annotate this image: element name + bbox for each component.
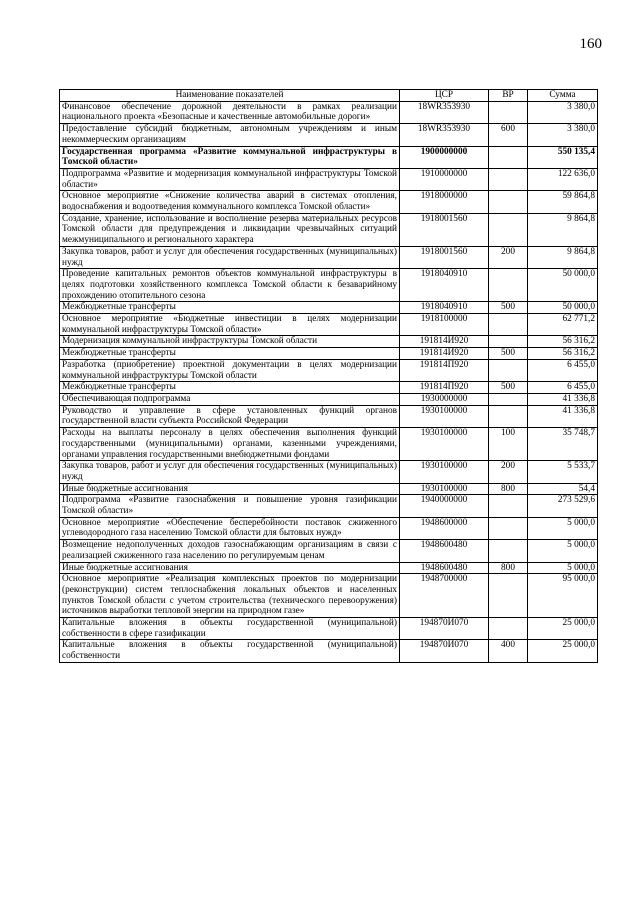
cell-sum: 25 000,0 bbox=[528, 618, 598, 640]
table-row bbox=[60, 574, 598, 618]
cell-sum: 50 000,0 bbox=[528, 269, 598, 302]
cell-sum: 3 380,0 bbox=[528, 124, 598, 146]
cell-name: Подпрограмма «Развитие и модернизация коммунальной инфраструктуры Томской области» bbox=[60, 168, 400, 190]
cell-name: Подпрограмма «Развитие газоснабжения и повышение уровня газификации Томской области» bbox=[60, 495, 400, 517]
cell-csr: 1940000000 bbox=[400, 495, 489, 517]
cell-vr bbox=[489, 269, 528, 302]
cell-name: Закупка товаров, работ и услуг для обеспечения государственных (муниципальных) нужд bbox=[60, 246, 400, 268]
table-row bbox=[60, 101, 598, 123]
cell-vr bbox=[489, 540, 528, 562]
cell-csr: 1930100000 bbox=[400, 483, 489, 495]
header-vr: ВР bbox=[489, 90, 528, 102]
table-row bbox=[60, 146, 598, 168]
cell-name: Капитальные вложения в объекты государственной (муниципальной) собственности bbox=[60, 640, 400, 662]
cell-vr bbox=[489, 213, 528, 246]
cell-vr bbox=[489, 146, 528, 168]
cell-vr bbox=[489, 574, 528, 618]
table-row bbox=[60, 168, 598, 190]
cell-csr: 1918001560 bbox=[400, 246, 489, 268]
cell-name: Создание, хранение, использование и восполнение резерва материальных ресурсов Томской области для предупреждения и ликвидации чрезвычайных ситуаций межмуниципального и регионального характера bbox=[60, 213, 400, 246]
cell-sum: 5 000,0 bbox=[528, 540, 598, 562]
table-row bbox=[60, 124, 598, 146]
cell-name: Основное мероприятие «Реализация комплексных проектов по модернизации (реконструкции) систем теплоснабжения локальных объектов и населенных пунктов Томской области с учетом строительства (технического перевооружения) источников выработки тепловой энергии на природном газе» bbox=[60, 574, 400, 618]
table-row bbox=[60, 517, 598, 539]
cell-vr bbox=[489, 405, 528, 427]
cell-name: Предоставление субсидий бюджетным, автономным учреждениям и иным некоммерческим организациям bbox=[60, 124, 400, 146]
table-row bbox=[60, 359, 598, 381]
cell-sum: 9 864,8 bbox=[528, 213, 598, 246]
table-row bbox=[60, 428, 598, 461]
cell-vr: 500 bbox=[489, 382, 528, 394]
cell-csr: 191814И920 bbox=[400, 348, 489, 360]
header-csr: ЦСР bbox=[400, 90, 489, 102]
cell-csr: 1900000000 bbox=[400, 146, 489, 168]
cell-name: Разработка (приобретение) проектной документации в целях модернизации коммунальной инфраструктуры Томской области bbox=[60, 359, 400, 381]
table-row bbox=[60, 336, 598, 348]
budget-table bbox=[59, 89, 598, 663]
cell-sum: 62 771,2 bbox=[528, 314, 598, 336]
cell-vr: 500 bbox=[489, 302, 528, 314]
cell-name: Капитальные вложения в объекты государственной (муниципальной) собственности в сфере газификации bbox=[60, 618, 400, 640]
cell-csr: 1918040910 bbox=[400, 269, 489, 302]
cell-name: Государственная программа «Развитие коммунальной инфраструктуры в Томской области» bbox=[60, 146, 400, 168]
cell-csr: 1948600480 bbox=[400, 562, 489, 574]
cell-name: Закупка товаров, работ и услуг для обеспечения государственных (муниципальных) нужд bbox=[60, 461, 400, 483]
table-row bbox=[60, 618, 598, 640]
cell-vr: 600 bbox=[489, 124, 528, 146]
cell-name: Межбюджетные трансферты bbox=[60, 302, 400, 314]
cell-vr bbox=[489, 168, 528, 190]
table-row bbox=[60, 348, 598, 360]
table-row bbox=[60, 540, 598, 562]
cell-name: Иные бюджетные ассигнования bbox=[60, 483, 400, 495]
table-row bbox=[60, 302, 598, 314]
table-row bbox=[60, 314, 598, 336]
cell-sum: 35 748,7 bbox=[528, 428, 598, 461]
cell-vr: 500 bbox=[489, 348, 528, 360]
cell-sum: 56 316,2 bbox=[528, 348, 598, 360]
cell-sum: 6 455,0 bbox=[528, 382, 598, 394]
cell-vr bbox=[489, 359, 528, 381]
cell-csr: 1918100000 bbox=[400, 314, 489, 336]
cell-csr: 1930000000 bbox=[400, 393, 489, 405]
cell-csr: 1948600000 bbox=[400, 517, 489, 539]
cell-csr: 1918000000 bbox=[400, 191, 489, 213]
cell-sum: 550 135,4 bbox=[528, 146, 598, 168]
cell-sum: 41 336,8 bbox=[528, 393, 598, 405]
table-row bbox=[60, 640, 598, 662]
cell-csr: 18WR353930 bbox=[400, 101, 489, 123]
cell-vr: 200 bbox=[489, 461, 528, 483]
cell-vr bbox=[489, 314, 528, 336]
cell-vr: 400 bbox=[489, 640, 528, 662]
cell-name: Модернизация коммунальной инфраструктуры Томской области bbox=[60, 336, 400, 348]
cell-csr: 1948700000 bbox=[400, 574, 489, 618]
cell-vr: 800 bbox=[489, 562, 528, 574]
cell-sum: 5 000,0 bbox=[528, 517, 598, 539]
cell-vr bbox=[489, 618, 528, 640]
table-row bbox=[60, 246, 598, 268]
cell-vr: 800 bbox=[489, 483, 528, 495]
cell-sum: 41 336,8 bbox=[528, 405, 598, 427]
cell-vr: 100 bbox=[489, 428, 528, 461]
cell-sum: 9 864,8 bbox=[528, 246, 598, 268]
cell-name: Проведение капитальных ремонтов объектов коммунальной инфраструктуры в целях подготовки хозяйственного комплекса Томской области к безаварийному прохождению отопительного сезона bbox=[60, 269, 400, 302]
cell-csr: 191814П920 bbox=[400, 359, 489, 381]
cell-sum: 122 636,0 bbox=[528, 168, 598, 190]
header-name: Наименование показателей bbox=[60, 90, 400, 102]
table-row bbox=[60, 269, 598, 302]
cell-name: Возмещение недополученных доходов газоснабжающим организациям в связи с реализацией сжиженного газа населению по регулируемым ценам bbox=[60, 540, 400, 562]
cell-csr: 1948600480 bbox=[400, 540, 489, 562]
table-row bbox=[60, 461, 598, 483]
cell-vr bbox=[489, 393, 528, 405]
cell-csr: 1918001560 bbox=[400, 213, 489, 246]
cell-name: Руководство и управление в сфере установленных функций органов государственной власти субъекта Российской Федерации bbox=[60, 405, 400, 427]
header-sum: Сумма bbox=[528, 90, 598, 102]
cell-sum: 95 000,0 bbox=[528, 574, 598, 618]
table-row bbox=[60, 405, 598, 427]
table-row bbox=[60, 483, 598, 495]
page-number: 160 bbox=[579, 36, 602, 52]
cell-name: Иные бюджетные ассигнования bbox=[60, 562, 400, 574]
cell-vr bbox=[489, 336, 528, 348]
cell-vr bbox=[489, 517, 528, 539]
cell-name: Основное мероприятие «Бюджетные инвестиции в целях модернизации коммунальной инфраструктуры Томской области» bbox=[60, 314, 400, 336]
cell-csr: 194870И070 bbox=[400, 618, 489, 640]
cell-csr: 1918040910 bbox=[400, 302, 489, 314]
cell-name: Основное мероприятие «Обеспечение бесперебойности поставок сжиженного углеводородного газа населению Томской области для бытовых нужд» bbox=[60, 517, 400, 539]
table-header-row bbox=[60, 90, 598, 102]
cell-sum: 3 380,0 bbox=[528, 101, 598, 123]
cell-vr bbox=[489, 191, 528, 213]
cell-sum: 25 000,0 bbox=[528, 640, 598, 662]
cell-sum: 273 529,6 bbox=[528, 495, 598, 517]
cell-name: Межбюджетные трансферты bbox=[60, 348, 400, 360]
cell-sum: 54,4 bbox=[528, 483, 598, 495]
cell-sum: 56 316,2 bbox=[528, 336, 598, 348]
cell-sum: 5 533,7 bbox=[528, 461, 598, 483]
cell-vr bbox=[489, 101, 528, 123]
cell-csr: 1910000000 bbox=[400, 168, 489, 190]
cell-name: Расходы на выплаты персоналу в целях обеспечения выполнения функций государственными (муниципальными) органами, казенными учреждениями, органами управления государственными внебюджетными фондами bbox=[60, 428, 400, 461]
cell-name: Основное мероприятие «Снижение количества аварий в системах отопления, водоснабжения и водоотведения коммунального комплекса Томской области» bbox=[60, 191, 400, 213]
table-row bbox=[60, 382, 598, 394]
cell-csr: 1930100000 bbox=[400, 461, 489, 483]
cell-vr: 200 bbox=[489, 246, 528, 268]
cell-name: Межбюджетные трансферты bbox=[60, 382, 400, 394]
cell-vr bbox=[489, 495, 528, 517]
table-row bbox=[60, 213, 598, 246]
cell-sum: 6 455,0 bbox=[528, 359, 598, 381]
cell-sum: 50 000,0 bbox=[528, 302, 598, 314]
cell-csr: 1930100000 bbox=[400, 428, 489, 461]
table-row bbox=[60, 562, 598, 574]
cell-csr: 18WR353930 bbox=[400, 124, 489, 146]
cell-sum: 5 000,0 bbox=[528, 562, 598, 574]
table-row bbox=[60, 191, 598, 213]
table-row bbox=[60, 495, 598, 517]
cell-name: Финансовое обеспечение дорожной деятельности в рамках реализации национального проекта «Безопасные и качественные автомобильные дороги» bbox=[60, 101, 400, 123]
table-body bbox=[60, 101, 598, 662]
cell-csr: 194870И070 bbox=[400, 640, 489, 662]
cell-sum: 59 864,8 bbox=[528, 191, 598, 213]
cell-csr: 191814П920 bbox=[400, 382, 489, 394]
cell-csr: 191814И920 bbox=[400, 336, 489, 348]
table-row bbox=[60, 393, 598, 405]
cell-name: Обеспечивающая подпрограмма bbox=[60, 393, 400, 405]
cell-csr: 1930100000 bbox=[400, 405, 489, 427]
